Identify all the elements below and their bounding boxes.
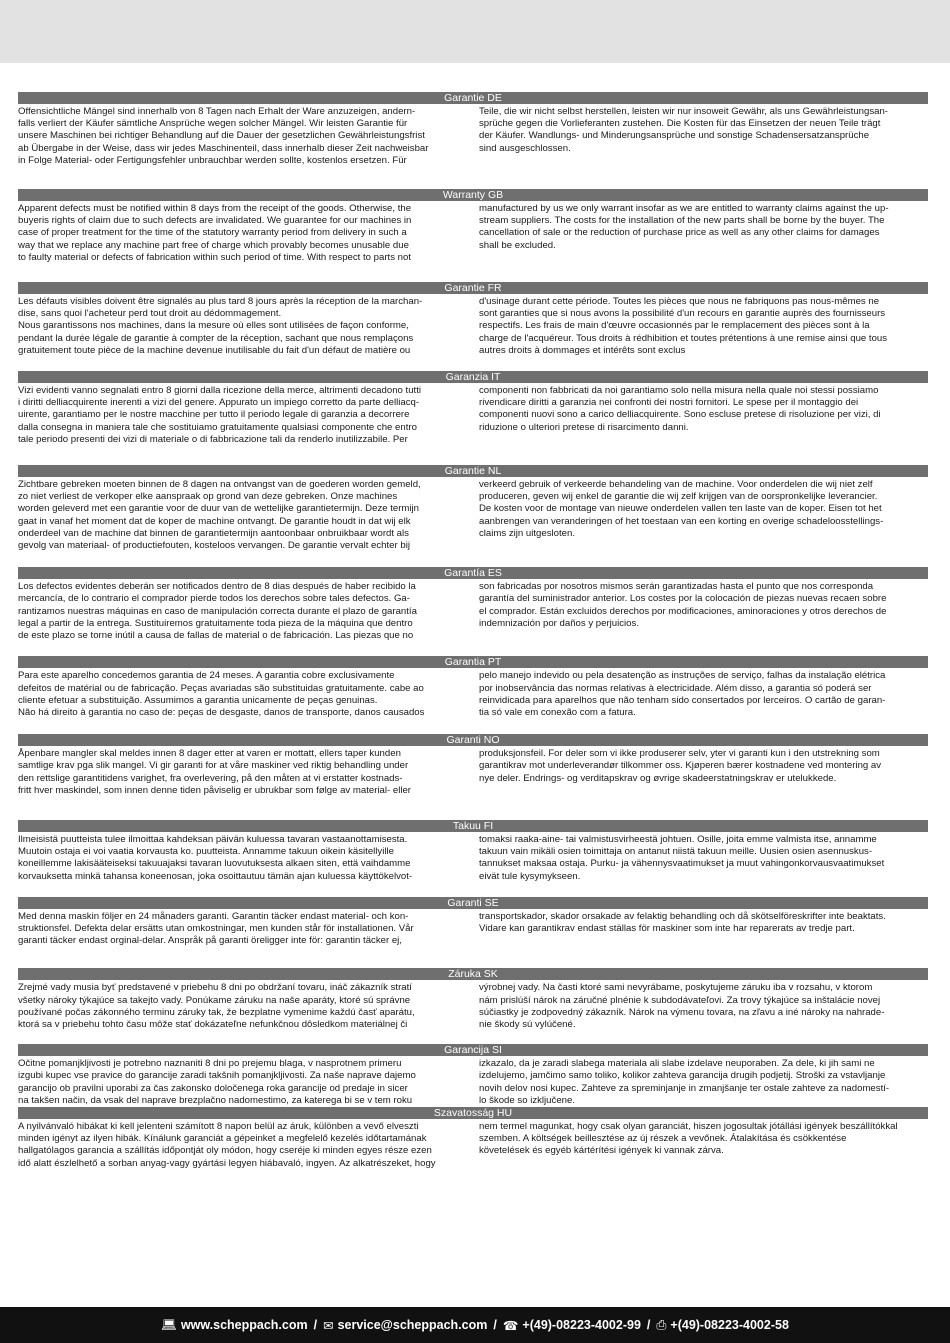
email-link[interactable]: service@scheppach.com xyxy=(337,1318,488,1332)
section-text-right: tomaksi raaka-aine- tai valmistusvirheestä johtuen. Osille, joita emme valmista itse, annamme takuun vain mikäli osien toimittaja on antanut niistä takuun meille. Uusien osien asennuskus- tannukset maksaa ostaja. Purku- ja vähennysvaatimukset ja muut vahingonkorvausvaatimukset eivät tule kysymykseen. xyxy=(479,833,885,882)
section-text-right: pelo manejo indevido ou pela desatenção as instruções de serviço, falhas da instalação elétrica por inobservância das normas relativas à electricidade. Além disso, a garantia só poderá ser reinvidicada para aparelhos que não tenham sido consertados por lerceiros. O cartão de garan- tia só vale em conexão com a fatura. xyxy=(479,670,886,718)
section-text-right: son fabricadas por nosotros mismos serán garantizadas hasta el punto que nos corresponda garantía del suministrador anterior. Los costes por la colocación de piezas nuevas recaen sobre el comprador. Están excluidos derechos por modificaciones, aminoraciones y otros derechos de indemnización por daños y perjuicios. xyxy=(479,581,887,629)
section-columns xyxy=(18,579,928,642)
warranty-section xyxy=(18,465,928,552)
warranty-section xyxy=(18,897,928,948)
section-text-left: Vizi evidenti vanno segnalati entro 8 giorni dalla ricezione della merce, altrimenti decadono tutti i diritti delliacquirente inerenti a vizi del genere. Appurato un impiego corretto da parte delliacq- uirente, garantiamo per le nostre macchine per tutto il periodo legale di garanzia a decorrere dalla consegna in maniera tale che sostituiamo gratuitamente qualsiasi componente che entro tale periodo presenti dei vizi di materiale o di fabbricazione tali da renderlo inutilizzabile. Per xyxy=(18,385,421,445)
section-title-bar: Szavatosság HU xyxy=(18,1107,928,1119)
section-columns xyxy=(18,201,928,264)
section-title-bar: Garancija SI xyxy=(18,1044,928,1056)
section-text-right: manufactured by us we only warrant insofar as we are entitled to warranty claims against the up- stream suppliers. The costs for the installation of the new parts shall be borne by the buyer. The cancellation of sale or the reduction of purchase price as well as any other claims for damages shall be excluded. xyxy=(479,203,889,251)
section-columns xyxy=(18,832,928,883)
section-title-bar: Záruka SK xyxy=(18,968,928,980)
section-text-right: výrobnej vady. Na časti ktoré sami nevyrábame, poskytujeme záruku iba v rozsahu, v ktorom nám prislúší nárok na záručné plnénie k subdodávateľovi. Za trovy týkajúce sa inštalácie novej súčiastky je zodpovedný zákazník. Nárok na výmenu tovara, na zľavu a iné nároky na nahrade- nie škody sú vylúčené. xyxy=(479,982,885,1030)
section-columns xyxy=(18,909,928,948)
section-columns xyxy=(18,668,928,719)
warranty-section xyxy=(18,968,928,1031)
section-text-left: Åpenbare mangler skal meldes innen 8 dager etter at varen er mottatt, ellers taper kunden samtlige krav pga slik mangel. Vi gir garanti for at våre maskiner ved riktig behandling under den rettslige garantitidens varighet, fra overlevering, på den måten at vi erstatter kostnads- fritt hver maskindel, som innen denne tiden påviselig er ubrukbar som følge av material- eller xyxy=(18,748,411,796)
section-columns xyxy=(18,477,928,552)
warranty-section xyxy=(18,189,928,264)
section-title-bar: Garantia PT xyxy=(18,656,928,668)
section-text-left: Les défauts visibles doivent être signalés au plus tard 8 jours après la réception de la marchan- dise, sans quoi l'acheteur perd tout droit au dédommagement. Nous garantissons nos machines, dans la mesure où elles sont utilisées de façon conforme, pendant la durée légale de garantie à compter de la réception, sachant que nous remplaçons gratuitement toute pièce de la machine devenue inutilisable du fait d'un défaut de matière ou xyxy=(18,296,423,356)
section-text-left: Očitne pomanjkljivosti je potrebno naznaniti 8 dni po prejemu blaga, v nasprotnem primeru izgubi kupec vse pravice do garancije zaradi takšnih pomanjkljivosti. Za naše naprave dajemo garancijo ob pravilni uporabi za čas zakonsko določenega roka garancije od predaje in sicer na takšen način, da vsak del naprave brezplačno nadomestimo, za katerega bi se v tem roku xyxy=(18,1058,416,1106)
section-text-right: verkeerd gebruik of verkeerde behandeling van de machine. Voor onderdelen die wij niet zelf produceren, geven wij enkel de garantie die wij zelf krijgen van de oorspronkelijke leverancier. De kosten voor de montage van nieuwe onderdelen vallen ten laste van de koper. Eisen tot het aanbrengen van veranderingen of het toestaan van een korting en overige schadeloosstellings- claims zijn uitgesloten. xyxy=(479,479,884,539)
section-text-right: Teile, die wir nicht selbst herstellen, leisten wir nur insoweit Gewähr, als uns Gewährleistungsan- sprüche gegen die Vorlieferanten zustehen. Die Kosten für das Einsetzen der neuen Teile trägt der Käufer. Wandlungs- und Minderungsansprüche und sonstige Schadensersatzansprüche sind ausgeschlossen. xyxy=(479,106,888,154)
warranty-sections xyxy=(18,92,928,1170)
section-text-left: Apparent defects must be notified within 8 days from the receipt of the goods. Otherwise, the buyeris rights of claim due to such defects are invalidated. We guarantee for our machines in case of proper treatment for the time of the statutory warranty period from delivery in such a way that we replace any machine part free of charge which provably becomes unusable due to faulty material or defects of fabrication within such period of time. With respect to parts not xyxy=(18,203,412,263)
warranty-section xyxy=(18,1107,928,1170)
warranty-section xyxy=(18,656,928,719)
section-text-left: A nyilvánvaló hibákat ki kell jelenteni számított 8 napon belül az áruk, különben a vevő elveszti minden igényt az ilyen hibák. Kínálunk garanciát a gépeinket a megfelelő kezelés időtartamának hallgatólagos garancia a szállítás időpontját oly módon, hogy cseréje ki minden egyes része ezen idő alatt észlelhető a sorban anyag-vagy gyártási legyen hiábavaló, ingyen. Az alkatrészeket, hogy xyxy=(18,1120,436,1169)
section-columns xyxy=(18,980,928,1031)
section-text-left: Ilmeisistä puutteista tulee ilmoittaa kahdeksan päivän kuluessa tavaran vastaanottamisesta. Muutoin ostaja ei voi vaatia korvausta ko. puutteista. Annamme takuun oikein käsitellyille koneillemme lakisääteiseksi takuuajaksi tavaran luovutuksesta alkaen siten, että vaihdamme korvauksetta minkä tahansa koneenosan, joka osoittautuu tämän ajan kuluessa käyttökelvot- xyxy=(18,833,413,882)
top-header-band xyxy=(0,0,950,63)
warranty-section xyxy=(18,1044,928,1107)
section-title-bar: Garanti SE xyxy=(18,897,928,909)
section-columns xyxy=(18,294,928,357)
computer-icon: 💻︎ xyxy=(161,1317,177,1332)
fax-icon: ⎙ xyxy=(656,1317,667,1332)
warranty-section xyxy=(18,820,928,883)
section-columns xyxy=(18,746,928,797)
section-title-bar: Garantie FR xyxy=(18,282,928,294)
section-columns xyxy=(18,383,928,446)
section-title-bar: Garanti NO xyxy=(18,734,928,746)
section-text-left: Los defectos evidentes deberán ser notificados dentro de 8 dias después de haber recibido la mercancía, de lo contrario el comprador pierde todos los derechos sobre tales defectos. Ga- rantizamos nuestras máquinas en caso de manipulación correcta durante el plazo de garantía legal a partir de la entrega. Sustituiremos gratuitamente toda pieza de la máquina que dentro de este plazo se torne inútil a causa de fallas de material o de fabricación. Las piezas que no xyxy=(18,581,417,642)
section-text-right: transportskador, skador orsakade av felaktig behandling och då skötselföreskrifter inte beaktats. Vidare kan garantikrav endast ställas för maskiner som inte har reparerats av tredje part. xyxy=(479,910,886,934)
section-title-bar: Garantie NL xyxy=(18,465,928,477)
section-title-bar: Garanzia IT xyxy=(18,371,928,383)
section-columns xyxy=(18,1056,928,1107)
section-text-right: izkazalo, da je zaradi slabega materiala ali slabe izdelave neuporaben. Za dele, ki jih sami ne izdelujemo, jamčimo samo toliko, kolikor zahteva garancija drugih podjetij. Stroški za vstavljanje novih delov nosi kupec. Zahteve za spreminjanje in zmanjšanje ter ostale zahteve za nadomestí- lo škode so izključene. xyxy=(479,1058,890,1106)
separator: / xyxy=(646,1318,651,1332)
section-text-left: Para este aparelho concedemos garantia de 24 meses. A garantia cobre exclusivamente defeitos de matérial ou de fabricação. Peças avariadas são substituidas gratuitamente. cabe ao cliente efetuar a substituição. Assumimos a garantia unicamente de peças genuinas. Não há direito à garantia no caso de: peças de desgaste, danos de transporte, danos causados xyxy=(18,670,425,718)
section-columns xyxy=(18,104,928,167)
section-title-bar: Takuu FI xyxy=(18,820,928,832)
section-title-bar: Warranty GB xyxy=(18,189,928,201)
contact-footer xyxy=(0,1307,950,1343)
section-text-left: Zichtbare gebreken moeten binnen de 8 dagen na ontvangst van de goederen worden gemeld, zo niet verliest de verkoper elke aanspraak op grond van deze gebreken. Onze machines worden geleverd met een garantie voor de duur van de wettelijke garantietermijn. Deze termijn gaat in vanaf het moment dat de koper de machine ontvangt. De garantie houdt in dat wij elk onderdeel van de machine dat binnen de garantietermijn aantoonbaar onbruikbaar wordt als gevolg van materiaal- of productiefouten, kosteloos vervangen. De garantie vervalt echter bij xyxy=(18,479,421,552)
section-text-left: Zrejmé vady musia byť predstavené v priebehu 8 dni po obdržaní tovaru, ináč zákazník stratí všetky nároky týkajúce sa takejto vady. Ponúkame záruku na naše aparáty, ktoré sú správne používané počas zákonného terminu záruky tak, že bezplatne vymenime každú časť aparátu, ktorá sa v priebehu tohto času môže stať dokázateľne nefunkčnou dôsledkom materiálnej či xyxy=(18,982,415,1030)
separator: / xyxy=(313,1318,318,1332)
section-text-right: produksjonsfeil. For deler som vi ikke produserer selv, yter vi garanti kun i den utstrekning som garantikrav mot underleverandør tilkommer oss. Kjøperen bærer kostnadene ved montering av nye deler. Endrings- og verditapskrav og øvrige skadeerstatningskrav er utelukkede. xyxy=(479,748,882,784)
section-title-bar: Garantie DE xyxy=(18,92,928,104)
separator: / xyxy=(493,1318,497,1332)
phone-icon: ☎ xyxy=(502,1318,519,1333)
section-title-bar: Garantía ES xyxy=(18,567,928,579)
section-text-left: Offensichtliche Mängel sind innerhalb von 8 Tagen nach Erhalt der Ware anzuzeigen, andern- falls verliert der Käufer sämtliche Ansprüche wegen solcher Mängel. Wir leisten Garantie für unsere Maschinen bei richtiger Behandlung auf die Dauer der gesetzlichen Gewährleistungsfrist ab Übergabe in der Weise, dass wir jedes Maschinenteil, dass innerhalb dieser Zeit nachweisbar in Folge Material- oder Fertigungsfehler unbrauchbar werden sollte, kostenlos ersetzen. Für xyxy=(18,106,429,166)
fax-number: +(49)-08223-4002-58 xyxy=(670,1318,789,1332)
warranty-section xyxy=(18,282,928,357)
phone-number: +(49)-08223-4002-99 xyxy=(522,1318,641,1332)
section-columns xyxy=(18,1119,928,1170)
warranty-section xyxy=(18,734,928,797)
warranty-section xyxy=(18,92,928,167)
mail-icon: ✉ xyxy=(323,1318,334,1333)
section-text-left: Med denna maskin följer en 24 månaders garanti. Garantin täcker endast material- och kon- struktionsfel. Defekta delar ersätts utan omkostningar, men kunden står för installationen. Vår garanti täcker endast orginal-delar. Anspråk på garanti öreligger inte för: garantin täcker ej, xyxy=(18,910,414,947)
section-text-right: componenti non fabbricati da noi garantiamo solo nella misura nella quale noi stessi possiamo rivendicare diritti a garanzia nei confronti dei nostri fornitori. Le spese per il montaggio dei componenti nuovi sono a carico delliacquirente. Sono escluse pretese di risoluzione per vizi, di riduzione o ulteriori pretese di risarcimento danni. xyxy=(479,385,881,433)
website-link[interactable]: www.scheppach.com xyxy=(180,1318,308,1332)
warranty-section xyxy=(18,371,928,446)
section-text-right: nem termel magunkat, hogy csak olyan garanciát, hiszen jogosultak jótállási igények beszállítókkal szemben. A költségek beillesztése az új részek a vevőnek. Átalakítása és csökkentése követelések és egyéb kártérítési igények ki vannak zárva. xyxy=(479,1120,898,1157)
warranty-section xyxy=(18,567,928,642)
section-text-right: d'usinage durant cette période. Toutes les pièces que nous ne fabriquons pas nous-mêmes ne sont garanties que si nous avons la possibilité d'un recours en garantie auprès des fournisseurs respectifs. Les frais de main d'œuvre occasionnés par le remplacement des pièces sont à la charge de l'acquéreur. Tous droits à rédhibition et toutes prétentions à une remise ainsi que tous autres droits à dommages et intérêts sont exclus xyxy=(479,296,888,356)
